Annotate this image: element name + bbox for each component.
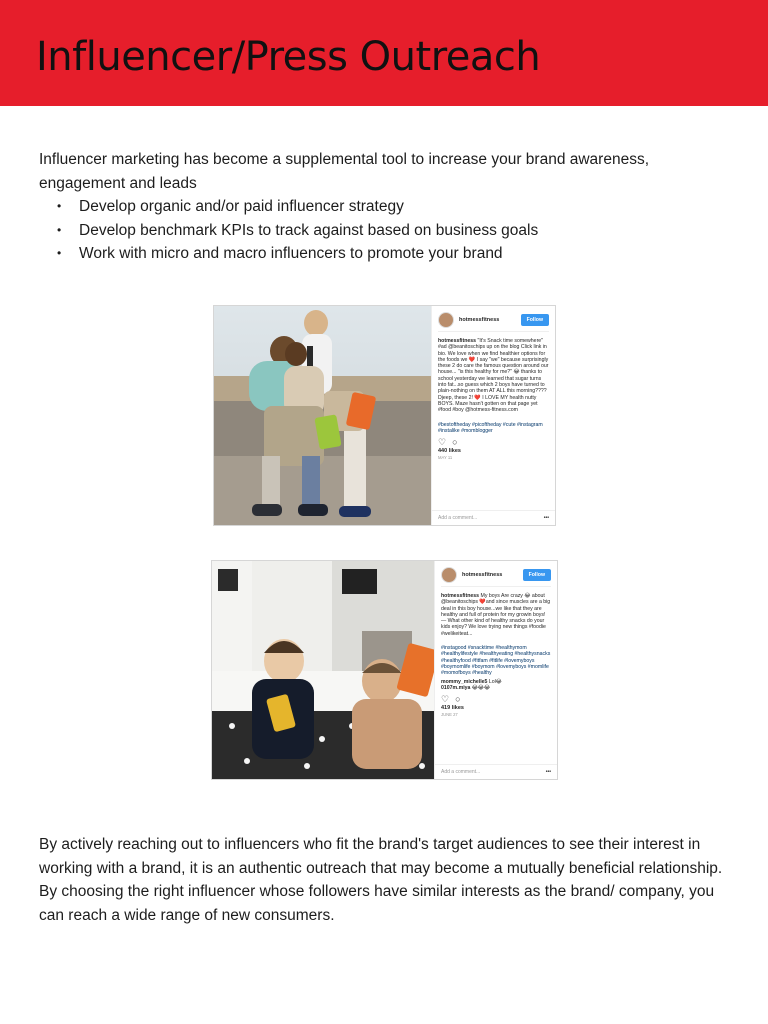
bullet-item: • Work with micro and macro influencers to promote your brand — [39, 242, 719, 266]
avatar[interactable] — [438, 312, 454, 328]
comment — [441, 685, 551, 691]
add-comment-input[interactable]: Add a comment... — [438, 514, 478, 521]
post-date: MAY 11 — [438, 455, 453, 461]
add-comment-bar[interactable] — [435, 764, 557, 779]
instagram-post-1 — [213, 305, 556, 526]
add-comment-bar[interactable] — [432, 510, 555, 525]
post-photo-kids-hugging — [214, 306, 431, 525]
comment-user[interactable]: 0107m.miya — [441, 684, 471, 691]
comment-text: Lol😂 — [488, 678, 502, 685]
add-comment-input[interactable]: Add a comment... — [441, 768, 481, 775]
outro-paragraph: By actively reaching out to influencers who fit the brand's target audiences to see their interest in working with a brand, it is an authentic outreach that may become a mutually beneficial relationship. By choosing the right influencer whose followers have similar interests as the brand/ company, you can reach a wide range of new consumers. — [39, 836, 723, 924]
intro-paragraph: Influencer marketing has become a supplemental tool to increase your brand awareness, engagement and leads — [39, 151, 650, 192]
instagram-post-2 — [211, 560, 558, 780]
intro-section — [39, 148, 719, 266]
like-count: 419 likes — [441, 705, 464, 712]
action-icons — [441, 694, 551, 704]
title-banner — [0, 0, 768, 106]
heart-icon[interactable]: ♡ — [441, 694, 450, 705]
post-header — [441, 567, 551, 587]
post-date: JUNE 27 — [441, 712, 458, 718]
follow-button[interactable]: Follow — [521, 314, 549, 326]
like-count: 440 likes — [438, 448, 461, 455]
username[interactable]: hotmessfitness — [459, 316, 500, 323]
post-sidebar — [431, 306, 555, 525]
comment-text: 😂😂😂 — [471, 684, 491, 691]
caption-user[interactable]: hotmessfitness — [438, 338, 477, 344]
bullet-list — [39, 195, 719, 266]
post-sidebar — [434, 561, 557, 779]
caption — [441, 593, 551, 637]
action-icons — [438, 437, 549, 447]
more-icon[interactable]: ••• — [545, 768, 551, 775]
avatar[interactable] — [441, 567, 457, 583]
post-photo-kids-snacking — [212, 561, 434, 779]
more-icon[interactable]: ••• — [543, 514, 549, 521]
caption-user[interactable]: hotmessfitness — [441, 593, 480, 599]
heart-icon[interactable]: ♡ — [438, 437, 447, 448]
follow-button[interactable]: Follow — [523, 569, 551, 581]
hashtags[interactable]: #bestoftheday #picoftheday #cute #instagram #instalike #momblogger — [438, 421, 543, 434]
hashtags[interactable]: #instagood #snacktime #healthymom #healthylifestyle #healthyeating #healthysnacks #healthyfood #fitfam #fitlife #lovemyboys #boymomlife #boymom #lovemyboys #momlife #momofboys #healthy — [441, 645, 551, 677]
caption — [438, 338, 549, 414]
comment-icon[interactable]: ○ — [452, 437, 458, 448]
post-header — [438, 312, 549, 332]
username[interactable]: hotmessfitness — [462, 571, 503, 578]
comment-user[interactable]: mommy_michelle5 — [441, 678, 488, 685]
caption-text: My boys Are crazy 😂 about @beanitoschips ❤️and since muscles are a big deal in this boy house...we like that they are healthy and full of protein for my growin boys! — What other kind of healthy snacks do your kids enjoy? We love trying new things #foodie #welikeiteat... — [441, 593, 551, 637]
bullet-item: • Develop benchmark KPIs to track against based on business goals — [39, 219, 719, 243]
page-title: Influencer/Press Outreach — [36, 34, 541, 80]
photo-illustration — [212, 561, 434, 779]
photo-illustration — [214, 306, 431, 525]
caption-text: "It's Snack time somewhere" #ad @beanitoschips up on the blog Click link in bio. We love when we find healthier options for the foods we ❤️ I say "we" because surprisingly these 2 do care the famous question around our house... "is this healthy for me?" 😂 thanks to school yesterday we learned that sugar turns into fat...so guess which 2 boys have turned to plain-nothing on them AT ALL this morning???? Djeep, these 2! ❤️ I LOVE MY health nutty BOYS. Maze hasn't gotten on that page yet #food #boy @hotmess-fitness.com — [438, 338, 549, 414]
comment-icon[interactable]: ○ — [455, 694, 461, 705]
bullet-item: • Develop organic and/or paid influencer strategy — [39, 195, 719, 219]
